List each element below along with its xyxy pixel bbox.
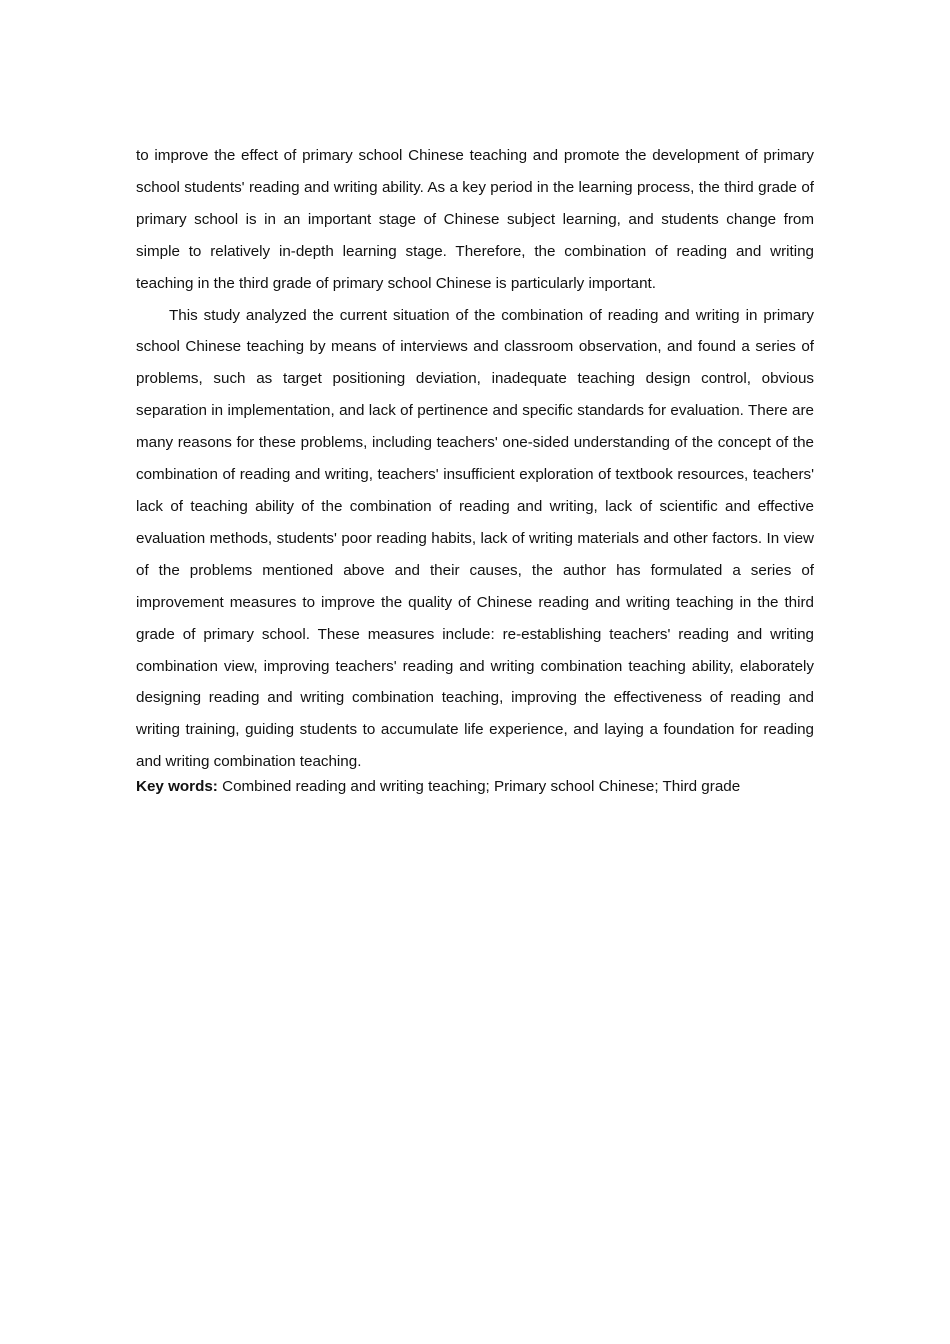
- keywords-value: Combined reading and writing teaching; Primary school Chinese; Third grade: [217, 778, 741, 795]
- abstract-body: [136, 140, 814, 778]
- keywords-line: [136, 775, 814, 799]
- abstract-paragraph-2: This study analyzed the current situation of the combination of reading and writing in primary school Chinese teaching by means of interviews and classroom observation, and found a series of problems, such as target positioning deviation, inadequate teaching design control, obvious separation in implementation, and lack of pertinence and specific standards for evaluation. There are many reasons for these problems, including teachers' one-sided understanding of the concept of the combination of reading and writing, teachers' insufficient exploration of textbook resources, teachers' lack of teaching ability of the combination of reading and writing, lack of scientific and effective evaluation methods, students' poor reading habits, lack of writing materials and other factors. In view of the problems mentioned above and their causes, the author has formulated a series of improvement measures to improve the quality of Chinese reading and writing teaching in the third grade of primary school. These measures include: re-establishing teachers' reading and writing combination view, improving teachers' reading and writing combination teaching ability, elaborately designing reading and writing combination teaching, improving the effectiveness of reading and writing training, guiding students to accumulate life experience, and laying a foundation for reading and writing combination teaching.: [136, 306, 814, 771]
- keywords-label: Key words:: [136, 778, 218, 795]
- abstract-paragraph-1: to improve the effect of primary school Chinese teaching and promote the development of primary school students' reading and writing ability. As a key period in the learning process, the third grade of primary school is in an important stage of Chinese subject learning, and students change from simple to relatively in-depth learning stage. Therefore, the combination of reading and writing teaching in the third grade of primary school Chinese is particularly important.: [136, 147, 814, 292]
